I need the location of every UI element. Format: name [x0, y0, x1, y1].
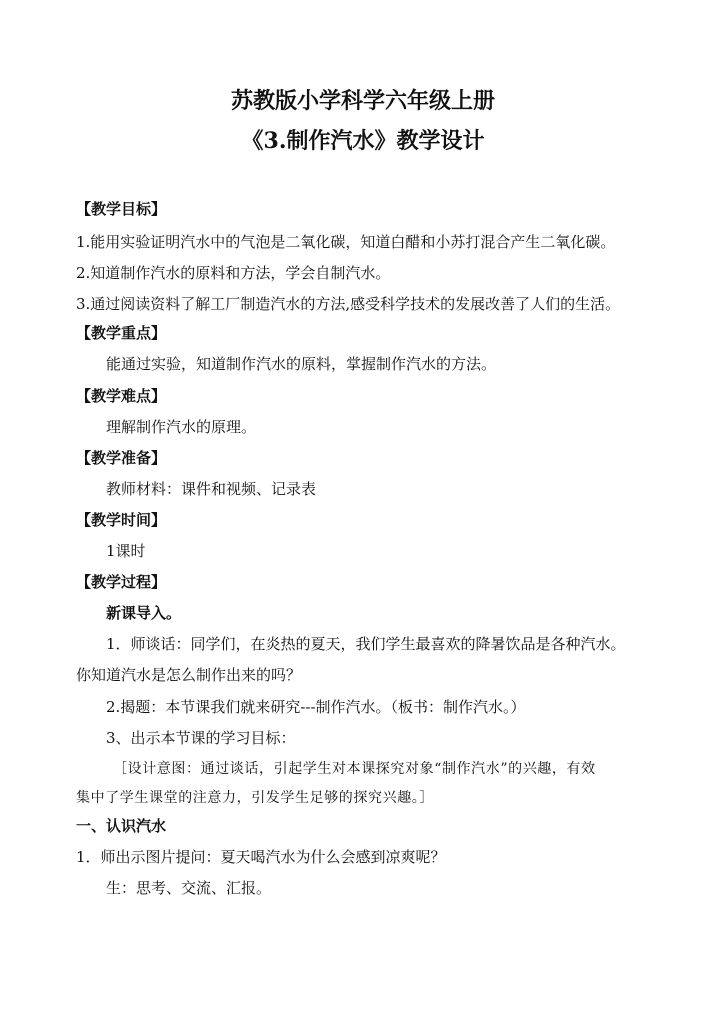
heading-teaching-goals: 【教学目标】: [76, 200, 167, 218]
goal-item-1: 1.能用实验证明汽水中的气泡是二氧化碳，知道白醋和小苏打混合产生二氧化碳。: [76, 233, 616, 251]
process-step-1-line2: 你知道汽水是怎么制作出来的吗？: [76, 666, 302, 684]
process-step-2: 2.揭题：本节课我们就来研究---制作汽水。（板书：制作汽水。）: [106, 698, 526, 716]
heading-key-points: 【教学重点】: [76, 324, 167, 342]
section1-item-1: 1．师出示图片提问：夏天喝汽水为什么会感到凉爽呢？: [76, 848, 446, 866]
design-intent-line1: ［设计意图：通过谈话，引起学生对本课探究对象“制作汽水”的兴趣，有效: [113, 761, 596, 777]
teaching-time-text: 1课时: [106, 542, 146, 560]
design-intent-line2: 集中了学生课堂的注意力，引发学生足够的探究兴趣。］: [76, 790, 434, 806]
goal-item-3: 3.通过阅读资料了解工厂制造汽水的方法,感受科学技术的发展改善了人们的生活。: [76, 295, 621, 313]
process-step-1-line1: 1．师谈话：同学们，在炎热的夏天，我们学生最喜欢的降暑饮品是各种汽水。: [106, 635, 626, 653]
heading-teaching-process: 【教学过程】: [76, 573, 167, 591]
process-step-3: 3、出示本节课的学习目标：: [106, 729, 296, 747]
difficulties-text: 理解制作汽水的原理。: [106, 418, 257, 436]
intro-subheading: 新课导入。: [106, 604, 182, 622]
heading-preparation: 【教学准备】: [76, 449, 167, 467]
section-heading-know-soda: 一、认识汽水: [76, 817, 167, 835]
key-points-text: 能通过实验，知道制作汽水的原料，掌握制作汽水的方法。: [106, 355, 497, 373]
document-subtitle: 《3.制作汽水》教学设计: [241, 128, 485, 154]
preparation-text: 教师材料：课件和视频、记录表: [106, 480, 317, 498]
section1-student-response: 生：思考、交流、汇报。: [106, 879, 272, 897]
heading-difficulties: 【教学难点】: [76, 387, 167, 405]
heading-teaching-time: 【教学时间】: [76, 511, 167, 529]
document-title: 苏教版小学科学六年级上册: [230, 88, 495, 114]
goal-item-2: 2.知道制作汽水的原料和方法，学会自制汽水。: [76, 264, 391, 282]
